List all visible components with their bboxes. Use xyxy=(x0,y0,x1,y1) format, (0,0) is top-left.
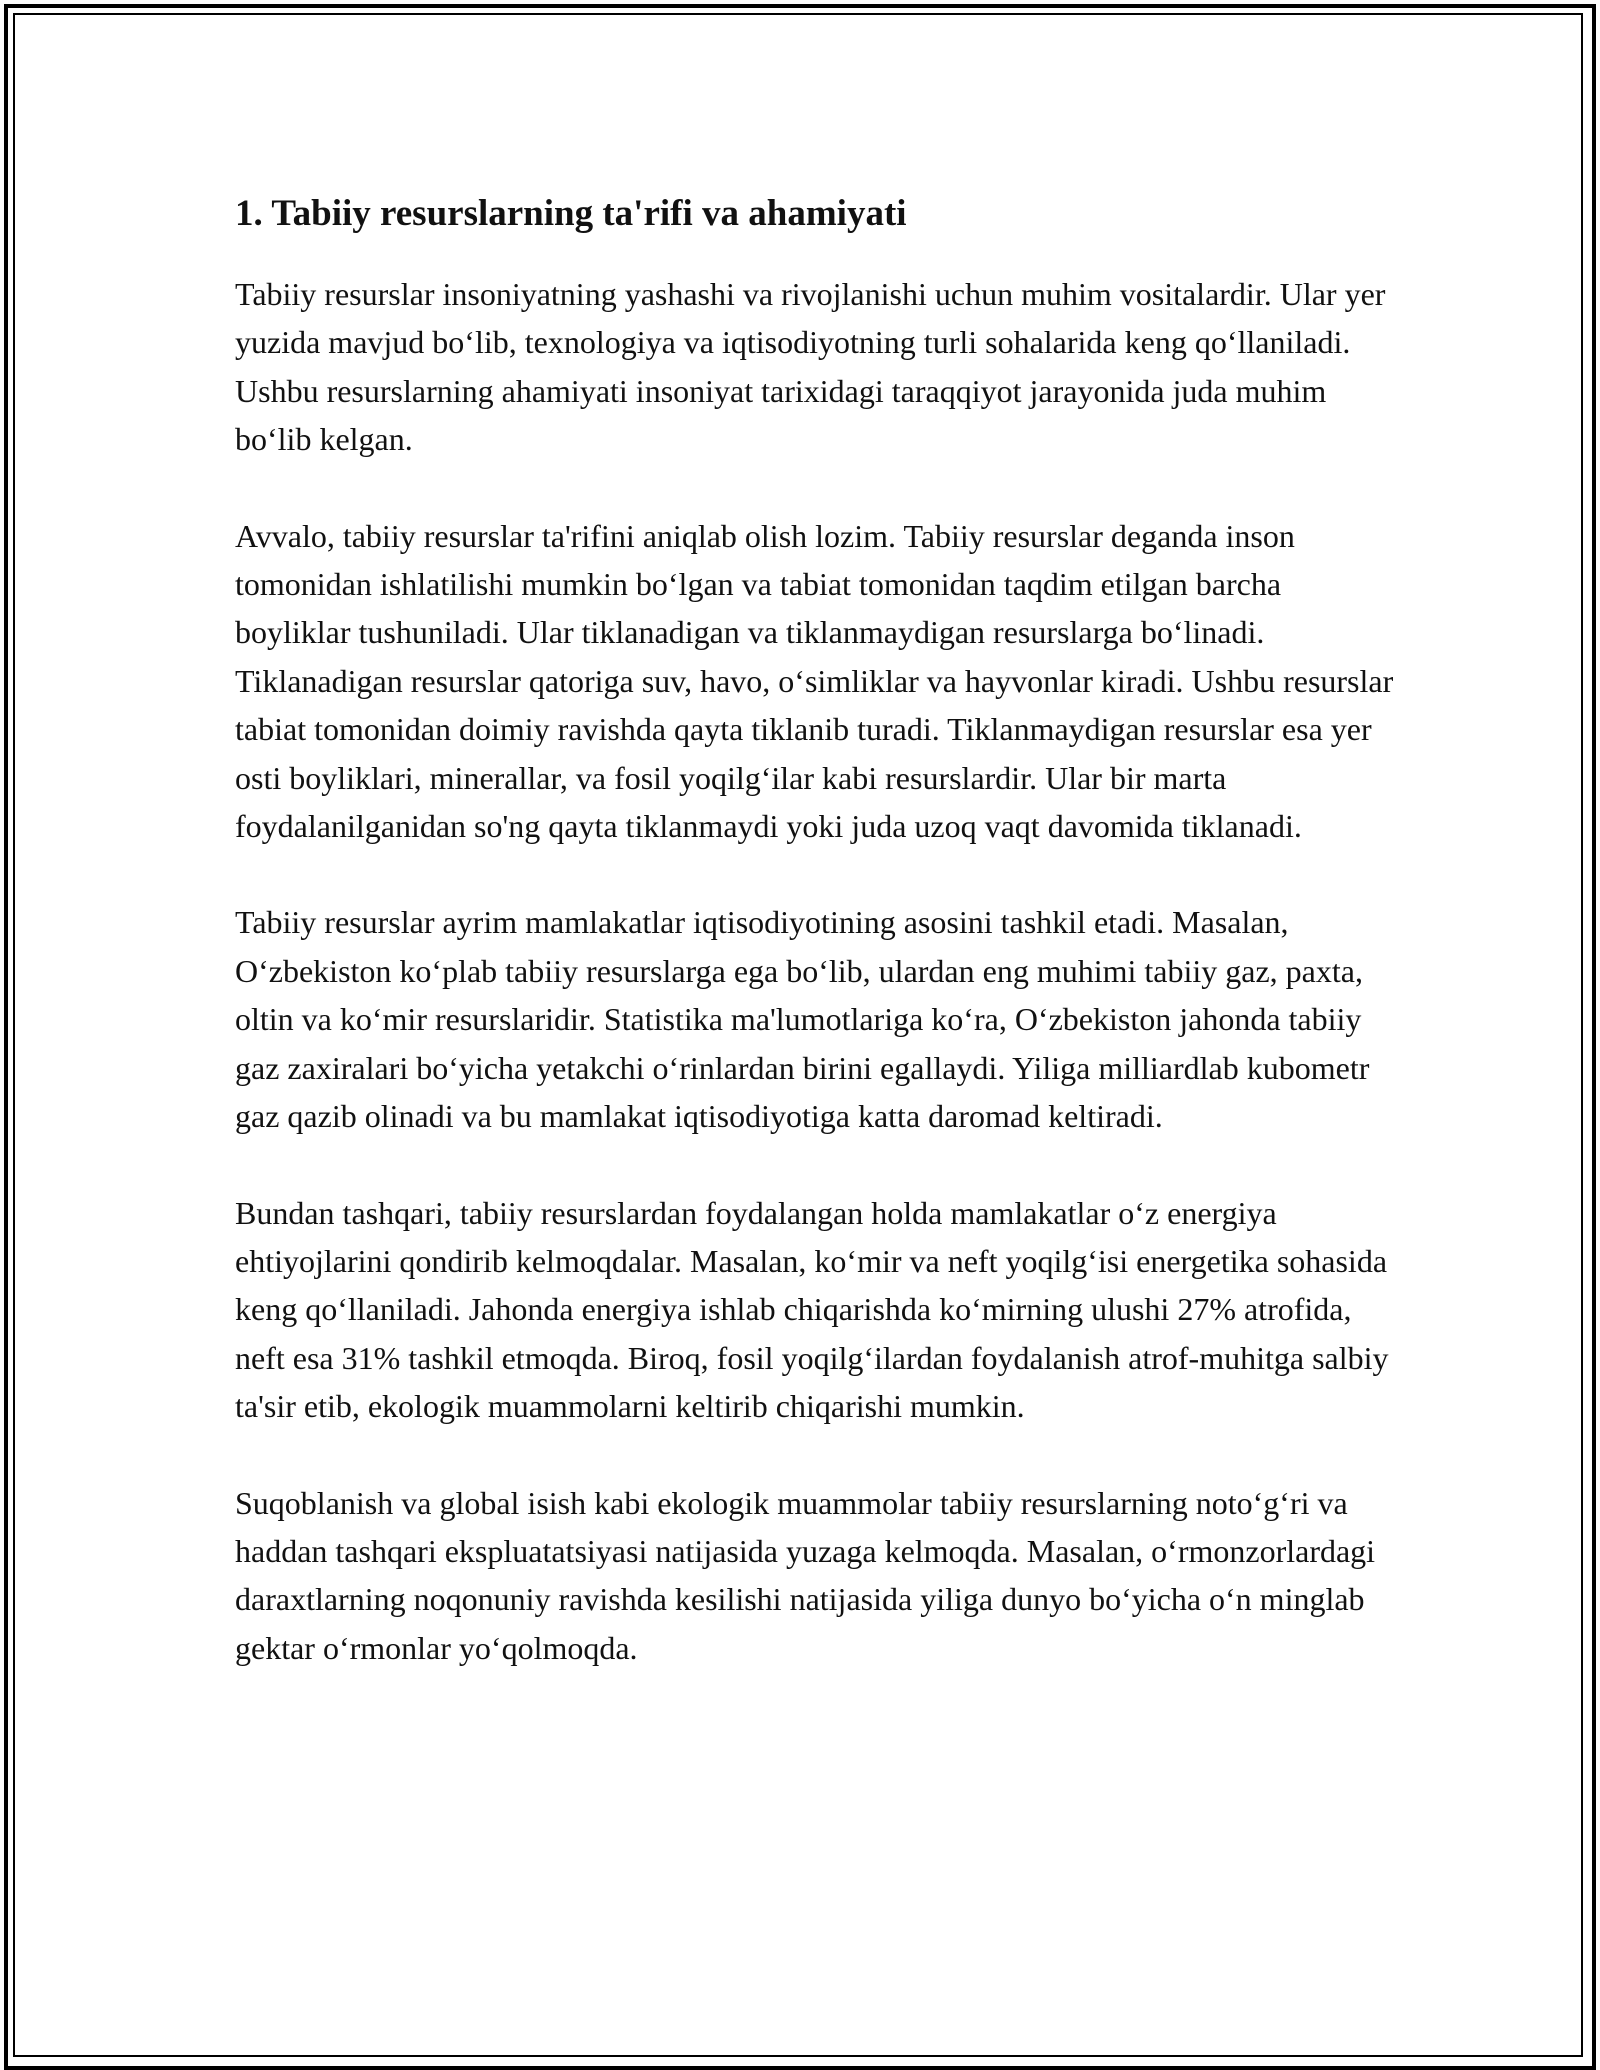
paragraph-energy: Bundan tashqari, tabiiy resurslardan foydalangan holda mamlakatlar o‘z energiya ehtiyojlarini qondirib kelmoqdalar. Masalan, ko‘mir va neft yoqilg‘isi energetika sohasida keng qo‘llaniladi. Jahonda energiya ishlab chiqarishda ko‘mirning ulushi 27% atrofida, neft esa 31% tashkil etmoqda. Biroq, fosil yoqilg‘ilardan foydalanish atrof-muhitga salbiy ta'sir etib, ekologik muammolarni keltirib chiqarishi mumkin. xyxy=(235,1194,1389,1425)
document-body xyxy=(235,188,1395,1720)
paragraph-economy: Tabiiy resurslar ayrim mamlakatlar iqtisodiyotining asosini tashkil etadi. Masalan, O‘zbekiston ko‘plab tabiiy resurslarga ega bo‘lib, ulardan eng muhimi tabiiy gaz, paxta, oltin va ko‘mir resurslaridir. Statistika ma'lumotlariga ko‘ra, O‘zbekiston jahonda tabiiy gaz zaxiralari bo‘yicha yetakchi o‘rinlardan birini egallaydi. Yiliga milliardlab kubometr gaz qazib olinadi va bu mamlakat iqtisodiyotiga katta daromad keltiradi. xyxy=(235,904,1370,1135)
paragraph-definition: Avvalo, tabiiy resurslar ta'rifini aniqlab olish lozim. Tabiiy resurslar deganda inson tomonidan ishlatilishi mumkin bo‘lgan va tabiat tomonidan taqdim etilgan barcha boyliklar tushuniladi. Ular tiklanadigan va tiklanmaydigan resurslarga bo‘linadi. Tiklanadigan resurslar qatoriga suv, havo, o‘simliklar va hayvonlar kiradi. Ushbu resurslar tabiat tomonidan doimiy ravishda qayta tiklanib turadi. Tiklanmaydigan resurslar esa yer osti boyliklari, minerallar, va fosil yoqilg‘ilar kabi resurslardir. Ular bir marta foydalanilganidan so'ng qayta tiklanmaydi yoki juda uzoq vaqt davomida tiklanadi. xyxy=(235,517,1394,845)
paragraph-ecology: Suqoblanish va global isish kabi ekologik muammolar tabiiy resurslarning noto‘g‘ri va haddan tashqari ekspluatatsiyasi natijasida yuzaga kelmoqda. Masalan, o‘rmonzorlardagi daraxtlarning noqonuniy ravishda kesilishi natijasida yiliga dunyo bo‘yicha o‘n minglab gektar o‘rmonlar yo‘qolmoqda. xyxy=(235,1484,1376,1666)
section-heading: 1. Tabiiy resurslarning ta'rifi va ahamiyati xyxy=(235,193,907,234)
paragraph-intro: Tabiiy resurslar insoniyatning yashashi va rivojlanishi uchun muhim vositalardir. Ular yer yuzida mavjud bo‘lib, texnologiya va iqtisodiyotning turli sohalarida keng qo‘llaniladi. Ushbu resurslarning ahamiyati insoniyat tarixidagi taraqqiyot jarayonida juda muhim bo‘lib kelgan. xyxy=(235,276,1386,458)
